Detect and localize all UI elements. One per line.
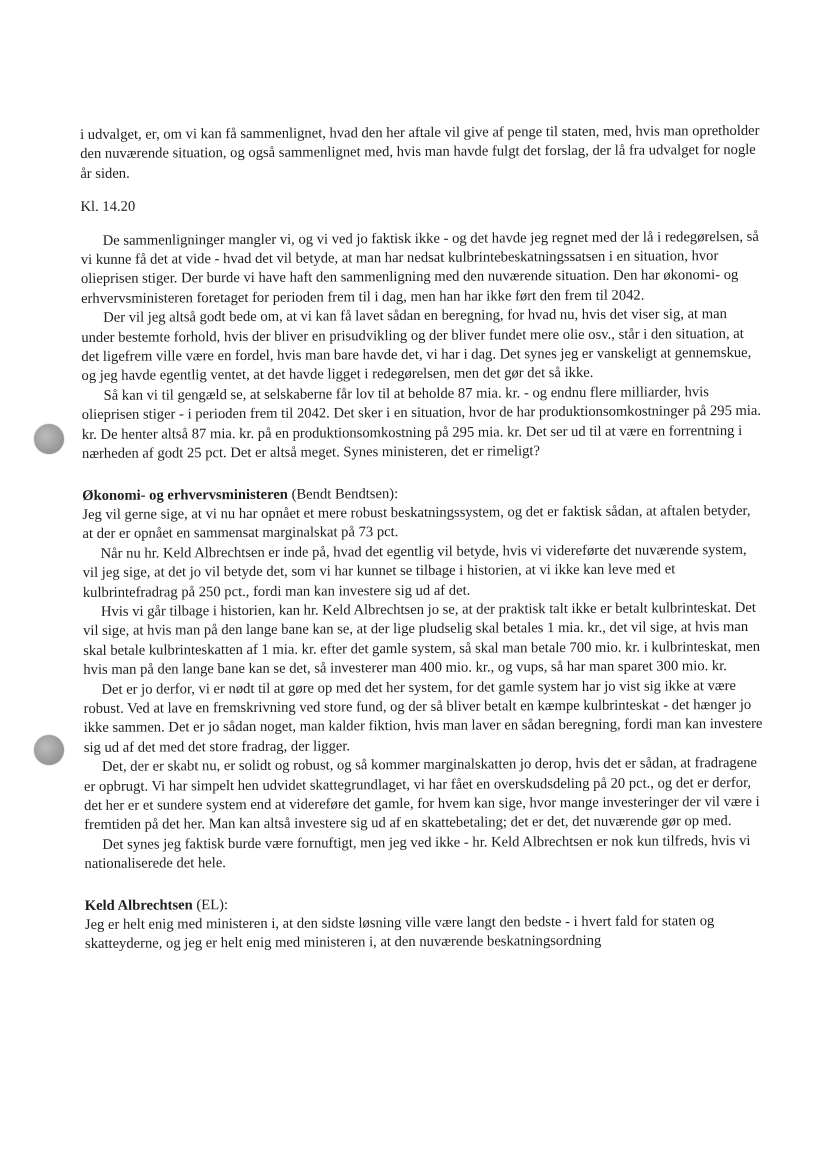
intro-paragraph: i udvalget, er, om vi kan få sammenlignet, hvad den her aftale vil give af penge til staten, med, hvis man opretholder den nuværende situation, og også sammenlignet med, hvis man havde fulgt det forslag, der lå fra udvalget for nogle år siden. bbox=[80, 122, 760, 182]
paragraph: Så kan vi til gengæld se, at selskaberne får lov til at beholde 87 mia. kr. - og endnu flere milliarder, hvis olieprisen stiger - i perioden frem til 2042. Det sker i en situation, hvor de har produktionsomkostninger på 295 mia. kr. De henter altså 87 mia. kr. på en produktionsomkostning på 295 mia. kr. Det ser ud til at være en forrentning i nærheden af godt 25 pct. Det er altså meget. Synes ministeren, det er rimeligt? bbox=[81, 384, 762, 463]
punch-hole bbox=[34, 735, 64, 765]
paragraph: Der vil jeg altså godt bede om, at vi kan få lavet sådan en beregning, for hvad nu, hvis det viser sig, at man under bestemte forhold, hvis der bliver en prisudvikling og der bliver fundet mere olie osv., står i den situation, at det ligefrem ville være en fordel, hvis man bare havde det, vi har i dag. Det synes jeg er vanskeligt at gennemskue, og jeg havde egentlig ventet, at det havde ligget i redegørelsen, men det gør det så ikke. bbox=[81, 306, 752, 385]
paragraph: Det er jo derfor, vi er nødt til at gøre op med det her system, for det gamle system har jo vist sig ikke at være robust. Ved at lave en fremskrivning ved store fund, og der så bliver betalt en kæmpe kulbrinteskat - det hænger jo ikke sammen. Det er jo sådan noget, man kalder fiktion, hvis man laver en sådan beregning, fordi man kan investere sig ud af det med det store fradrag, der ligger. bbox=[83, 677, 763, 756]
timestamp: Kl. 14.20 bbox=[80, 198, 136, 216]
speaker-name: Keld Albrechtsen bbox=[84, 896, 193, 914]
paragraph: De sammenligninger mangler vi, og vi ved jo faktisk ikke - og det havde jeg regnet med der lå i redegørelsen, så vi kunne få det at vide - hvad det vil betyde, at man har nedsat kulbrintebeskatningssatsen i en situation, hvor olieprisen stiger. Der burde vi have haft den sammenligning med den nuværende situation. Den har økonomi- og erhvervsministeren foretaget for perioden frem til i dag, men han har ikke ført den frem til 2042. bbox=[80, 228, 759, 307]
paragraph: Når nu hr. Keld Albrechtsen er inde på, hvad det egentlig vil betyde, hvis vi videreførte det nuværende system, vil jeg sige, at det jo vil betyde det, som vi har kunnet se tilbage i historien, at vi ikke kan leve med et kulbrintefradrag på 250 pct., fordi man kan investere sig ud af det. bbox=[82, 541, 747, 601]
document-text bbox=[80, 122, 765, 955]
paragraph: Det synes jeg faktisk burde være fornuftigt, men jeg ved ikke - hr. Keld Albrechtsen er nok kun tilfreds, hvis vi nationaliserede det hele. bbox=[84, 832, 751, 873]
punch-hole bbox=[34, 424, 64, 454]
paragraph: Jeg vil gerne sige, at vi nu har opnået et mere robust beskatningssystem, og det er faktisk sådan, at aftalen betyder, at der er opnået en sammensat marginalskat på 73 pct. bbox=[82, 502, 751, 543]
speaker-note: (EL): bbox=[192, 896, 229, 913]
paragraph: Hvis vi går tilbage i historien, kan hr. Keld Albrechtsen jo se, at der praktisk talt ikke er betalt kulbrinteskat. Det vil sige, at hvis man på den lange bane kan se, at der lige pludselig skal betales 1 mia. kr., det vil sige, at hvis man skal betale kulbrinteskatten af 1 mia. kr. efter det gamle system, så skal man betale 700 mio. kr. i kulbrinteskat, men hvis man på den lange bane kan se det, så investerer man 400 mio. kr., og vups, så har man sparet 300 mio. kr. bbox=[83, 599, 761, 679]
speaker-name: Økonomi- og erhvervsministeren bbox=[82, 486, 288, 504]
paragraph: Jeg er helt enig med ministeren i, at den sidste løsning ville være langt den bedste - i hvert fald for staten og skatteyderne, og jeg er helt enig med ministeren i, at den nuværende beskatningsordning bbox=[84, 913, 715, 953]
paragraph: Det, der er skabt nu, er solidt og robust, og så kommer marginalskatten jo derop, hvis det er sådan, at fradragene er opbrugt. Vi har simpelt hen udvidet skattegrundlaget, vi har fået en overskudsdeling på 20 pct., og det er derfor, det her er et sundere system end at videreføre det gamle, for hvem kan sige, hvor mange investeringer der vil være i fremtiden på det her. Man kan altså investere sig ud af en skattebetaling; det er det, det nuværende gør op med. bbox=[83, 755, 760, 834]
speaker-note: (Bendt Bendtsen): bbox=[287, 485, 399, 503]
